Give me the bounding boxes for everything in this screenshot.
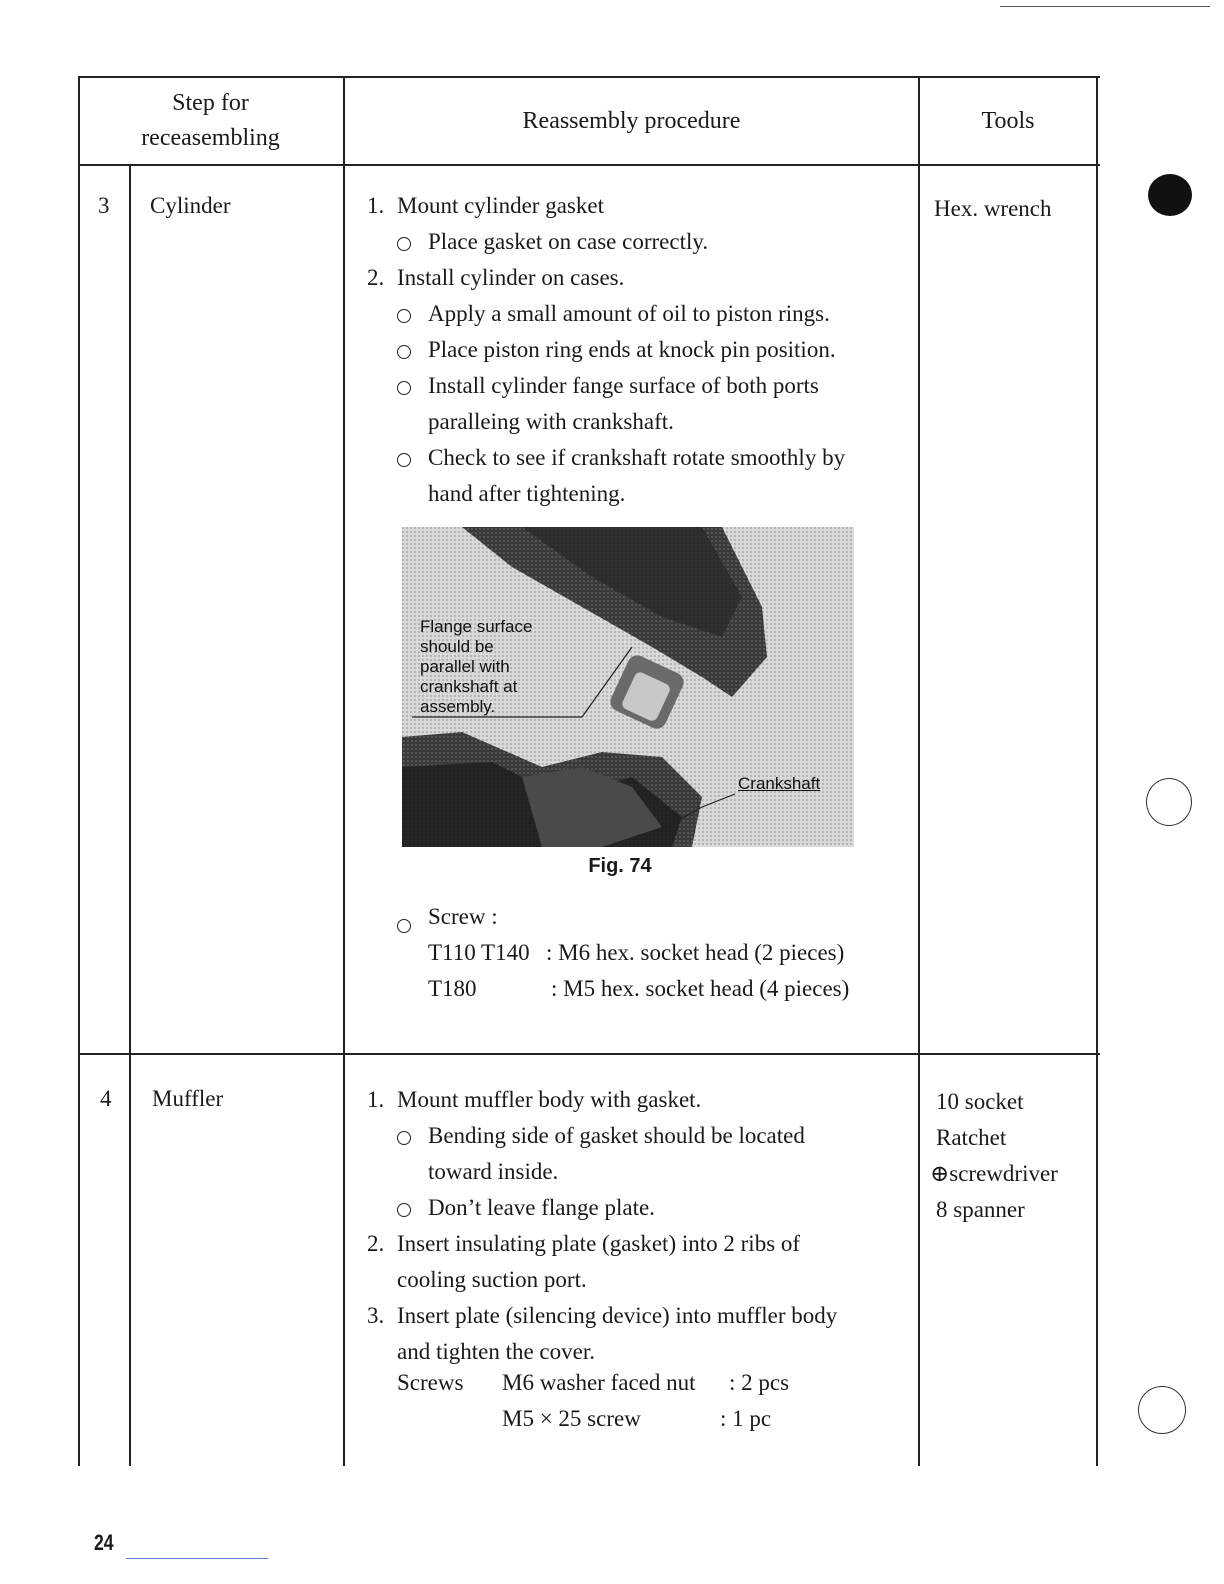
screws-line: M5 × 25 screw : 1 pc (502, 1406, 772, 1431)
procedure-cylinder (367, 188, 845, 512)
continuation-line: cooling suction port. (397, 1267, 587, 1292)
row-name: Muffler (152, 1086, 224, 1111)
screw-spec-line: T110 T140 : M6 hex. socket head (2 pieces) (428, 940, 845, 965)
bullet-circle-icon (397, 381, 411, 395)
step-line: 2. Insert insulating plate (gasket) into 2 ribs of (367, 1231, 801, 1256)
bullet-circle-icon (397, 919, 411, 933)
procedure-muffler (367, 1082, 837, 1370)
step-line: 1. Mount cylinder gasket (367, 193, 604, 218)
figure-label-flange: Flange surface should be parallel with crankshaft at assembly. (420, 617, 533, 716)
header-tools: Tools (981, 107, 1035, 134)
step-line: 1. Mount muffler body with gasket. (367, 1087, 702, 1112)
figure-label-crankshaft: Crankshaft (738, 774, 821, 793)
tool-item: 10 socket (936, 1089, 1024, 1114)
header-bottom-rule (78, 164, 1100, 166)
tool-item: Hex. wrench (934, 196, 1052, 221)
table-divider-number (129, 164, 131, 1466)
figure-caption: Fig. 74 (588, 855, 652, 877)
binder-hole-icon (1138, 1386, 1186, 1434)
continuation-line: and tighten the cover. (397, 1339, 595, 1364)
bullet-circle-icon (397, 1131, 411, 1145)
binder-hole-icon (1148, 174, 1192, 216)
tool-item: Ratchet (936, 1125, 1007, 1150)
step-line: 3. Insert plate (silencing device) into muffler body (367, 1303, 838, 1328)
bullet-circle-icon (397, 1203, 411, 1217)
row-divider (78, 1053, 1100, 1055)
row-name: Cylinder (150, 193, 231, 218)
bullet-line: Apply a small amount of oil to piston rings. (367, 296, 845, 332)
bullet-line: Place gasket on case correctly. (367, 224, 845, 260)
page-number: 24 (94, 1530, 114, 1555)
continuation-line: paralleing with crankshaft. (428, 409, 674, 434)
table-border-left (78, 78, 80, 1466)
row-tools (930, 1084, 1058, 1228)
screws-line: Screws M6 washer faced nut : 2 pcs (397, 1370, 790, 1395)
table-border-right (1096, 78, 1098, 1466)
bullet-line: Install cylinder fange surface of both ports (367, 368, 845, 404)
tool-item: 8 spanner (936, 1197, 1025, 1222)
tool-item: ⊕screwdriver (930, 1161, 1058, 1186)
bullet-circle-icon (397, 237, 411, 251)
bullet-circle-icon (397, 309, 411, 323)
row-number: 3 (98, 193, 110, 218)
row-tools (934, 191, 1052, 227)
page-edge-rule (1000, 6, 1210, 7)
bullet-circle-icon (397, 453, 411, 467)
binder-hole-icon (1146, 778, 1192, 826)
page-bottom-rule (126, 1558, 268, 1559)
step-line: 2. Install cylinder on cases. (367, 265, 625, 290)
table-divider-procedure (918, 78, 920, 1466)
bullet-line: Bending side of gasket should be located (367, 1118, 837, 1154)
header-procedure: Reassembly procedure (522, 107, 741, 134)
bullet-line: Check to see if crankshaft rotate smoothly by (367, 440, 845, 476)
row-number: 4 (100, 1086, 112, 1111)
header-step: Step for receasembling (141, 90, 280, 151)
screw-spec-line: T180 : M5 hex. socket head (4 pieces) (428, 976, 850, 1001)
screw-label-line: Screw : (397, 904, 498, 930)
continuation-line: toward inside. (428, 1159, 559, 1184)
continuation-line: hand after tightening. (428, 481, 626, 506)
bullet-circle-icon (397, 345, 411, 359)
table-divider-step (343, 78, 345, 1466)
bullet-line: Place piston ring ends at knock pin position. (367, 332, 845, 368)
bullet-line: Don’t leave flange plate. (367, 1190, 837, 1226)
